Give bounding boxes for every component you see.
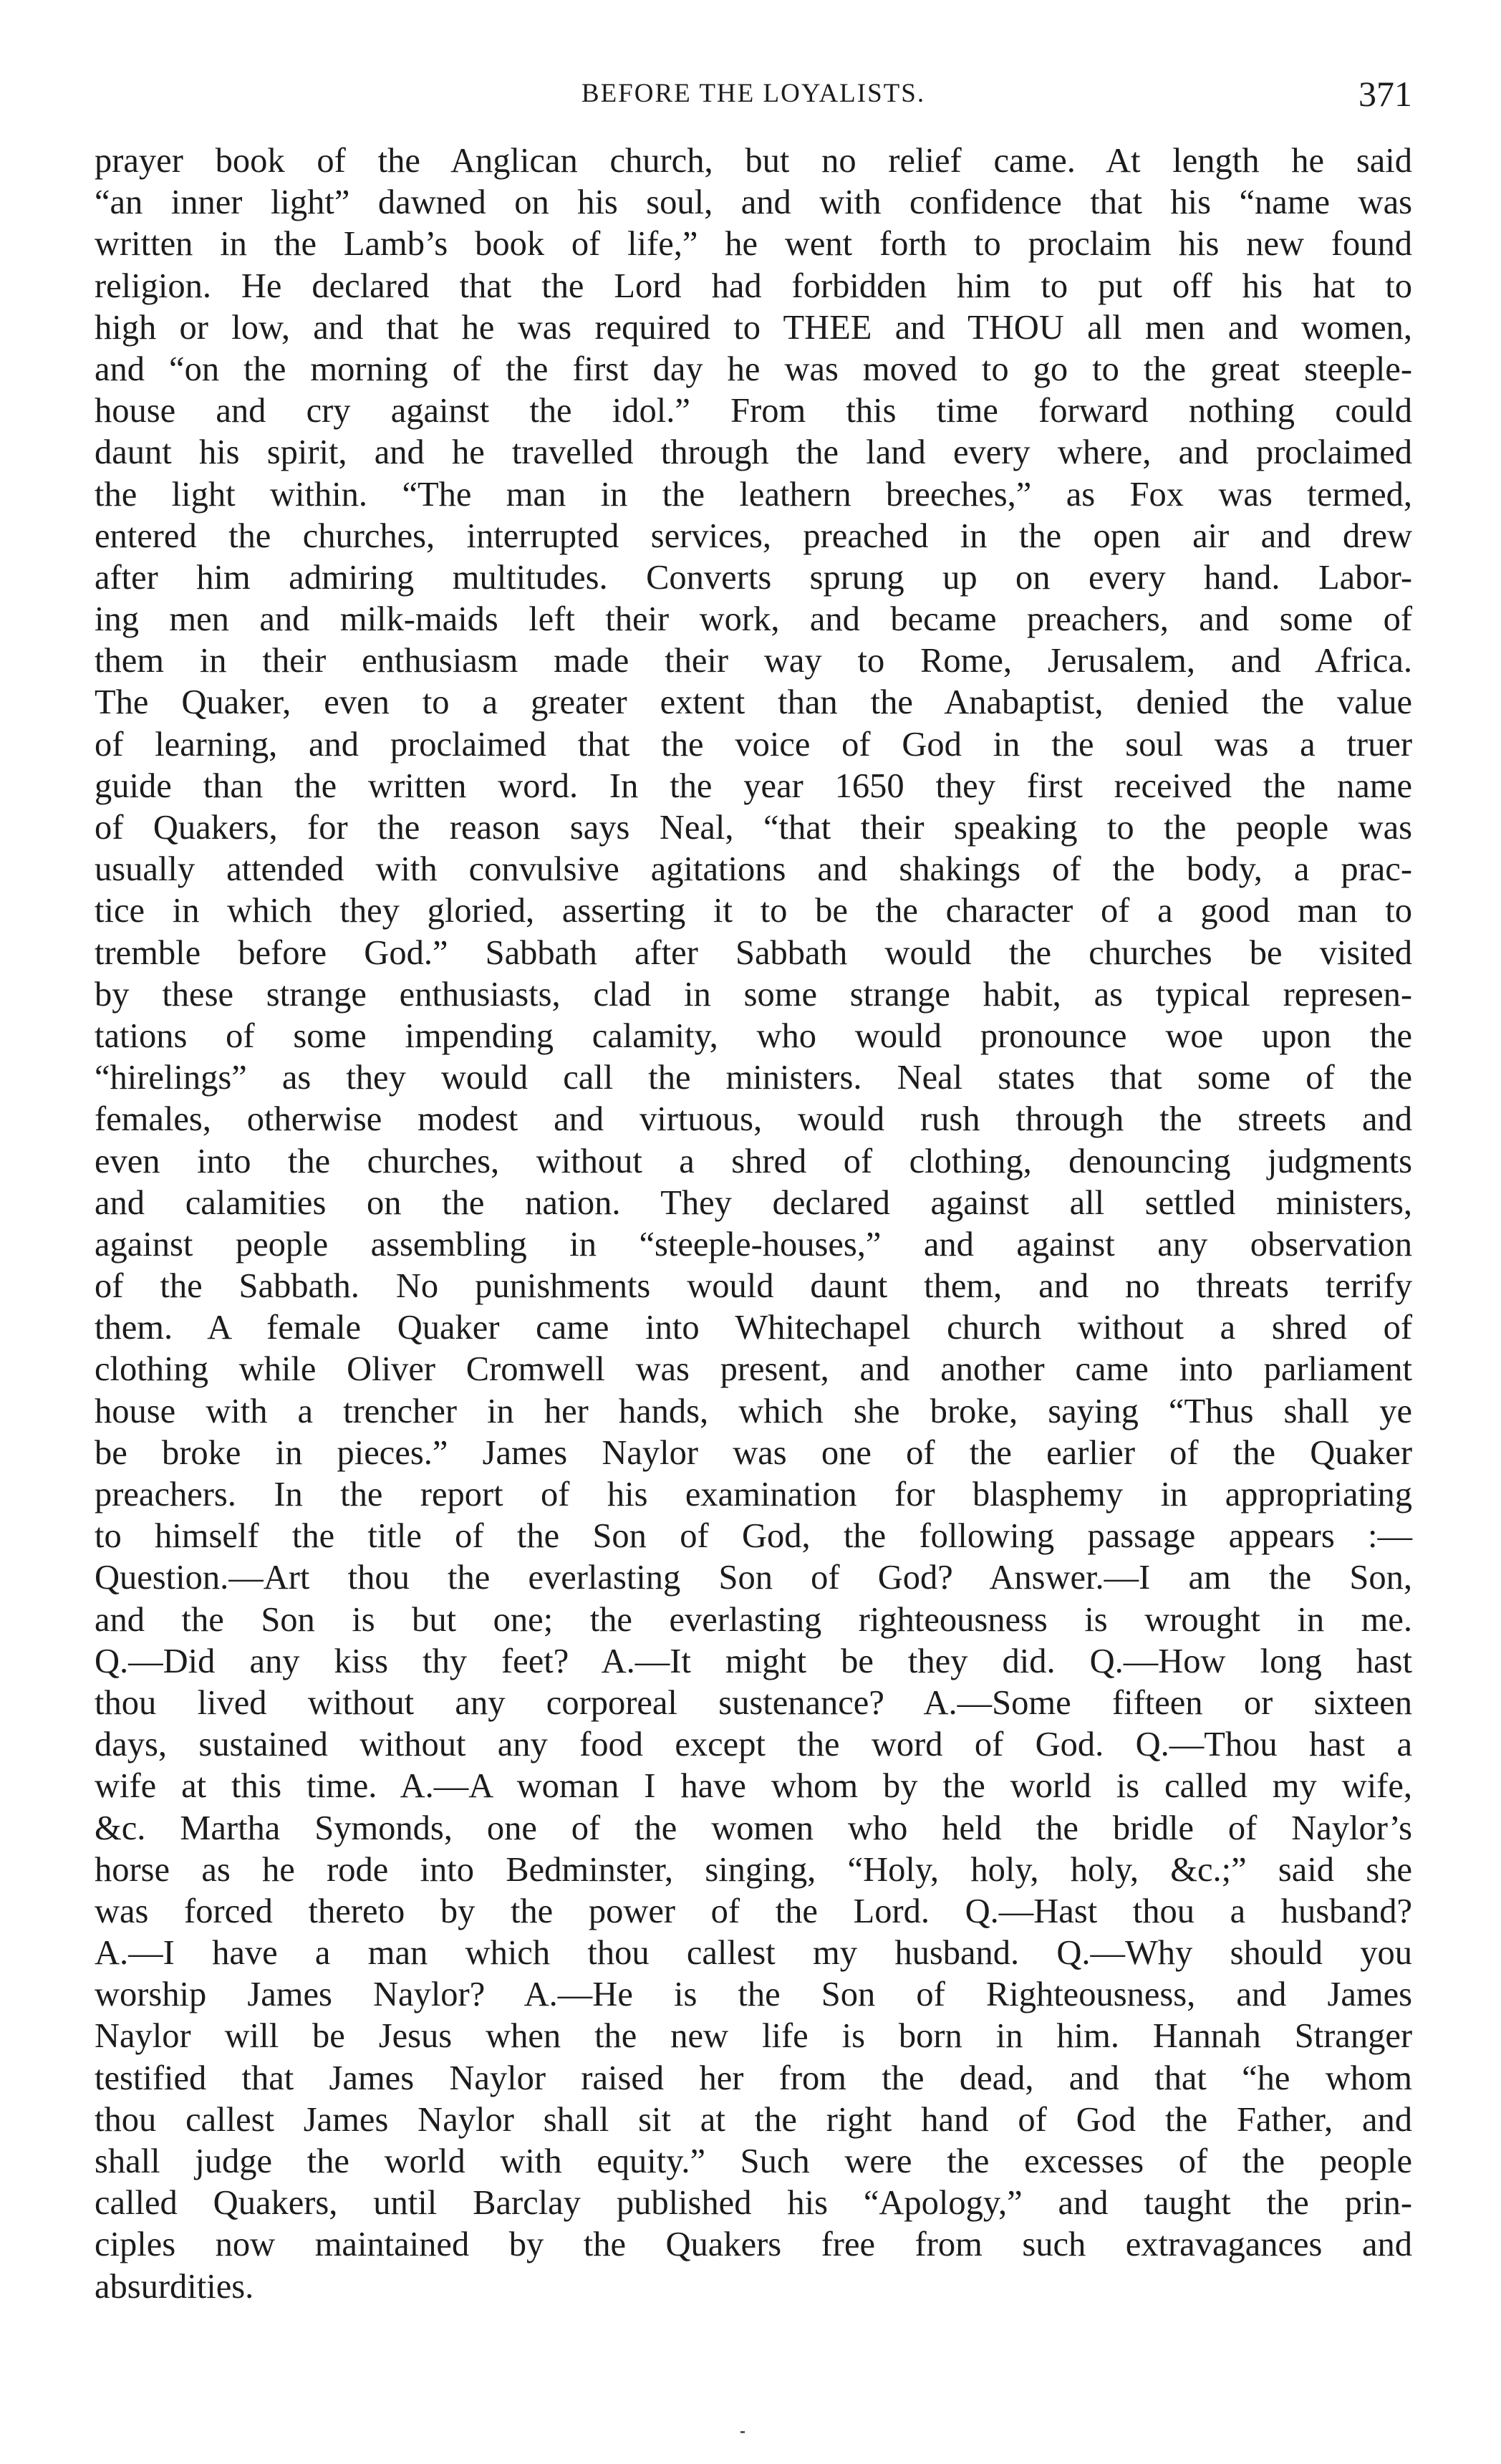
text-line: testified that James Naylor raised her from the dead, and that “he whom	[95, 2059, 1412, 2097]
text-line: tations of some impending calamity, who would pronounce woe upon the	[95, 1016, 1412, 1055]
text-line: worship James Naylor? A.—He is the Son of Righteousness, and James	[95, 1975, 1412, 2014]
text-line: clothing while Oliver Cromwell was present, and another came into parliament	[95, 1350, 1412, 1389]
text-line: house with a trencher in her hands, which she broke, saying “Thus shall ye	[95, 1392, 1412, 1430]
text-line: was forced thereto by the power of the Lord. Q.—Hast thou a husband?	[95, 1892, 1412, 1930]
text-line: A.—I have a man which thou callest my husband. Q.—Why should you	[95, 1934, 1412, 1973]
text-line: Question.—Art thou the everlasting Son of God? Answer.—I am the Son,	[95, 1559, 1412, 1597]
print-speck	[740, 2431, 745, 2433]
text-line: and the Son is but one; the everlasting righteousness is wrought in me.	[95, 1600, 1412, 1639]
text-line: days, sustained without any food except the word of God. Q.—Thou hast a	[95, 1726, 1412, 1764]
text-line: thou callest James Naylor shall sit at the right hand of God the Father, and	[95, 2100, 1412, 2139]
text-line: called Quakers, until Barclay published his “Apology,” and taught the prin-	[95, 2184, 1412, 2223]
text-line: high or low, and that he was required to THEE and THOU all men and women,	[95, 308, 1412, 347]
text-line: guide than the written word. In the year 1650 they first received the name	[95, 766, 1412, 805]
text-line: absurdities.	[95, 2267, 254, 2306]
text-line: them in their enthusiasm made their way to Rome, Jerusalem, and Africa.	[95, 642, 1412, 680]
text-line: religion. He declared that the Lord had forbidden him to put off his hat to	[95, 266, 1412, 305]
text-line: and calamities on the nation. They declared against all settled ministers,	[95, 1183, 1412, 1222]
text-line: of learning, and proclaimed that the voice of God in the soul was a truer	[95, 725, 1412, 764]
text-line: The Quaker, even to a greater extent than the Anabaptist, denied the value	[95, 683, 1412, 722]
text-line: Naylor will be Jesus when the new life is born in him. Hannah Stranger	[95, 2017, 1412, 2056]
text-line: house and cry against the idol.” From this time forward nothing could	[95, 392, 1412, 430]
page-number: 371	[1358, 74, 1412, 114]
text-line: preachers. In the report of his examination for blasphemy in appropriating	[95, 1476, 1412, 1513]
text-line: usually attended with convulsive agitations and shakings of the body, a prac-	[95, 850, 1412, 889]
text-line: entered the churches, interrupted services, preached in the open air and drew	[95, 516, 1412, 555]
text-line: the light within. “The man in the leathern breeches,” as Fox was termed,	[95, 475, 1412, 514]
text-line: even into the churches, without a shred of clothing, denouncing judgments	[95, 1142, 1412, 1180]
text-line: ciples now maintained by the Quakers free from such extravagances and	[95, 2225, 1412, 2264]
text-line: daunt his spirit, and he travelled through the land every where, and proclaimed	[95, 433, 1412, 472]
running-title: BEFORE THE LOYALISTS.	[581, 79, 926, 108]
text-line: and “on the morning of the first day he was moved to go to the great steeple-	[95, 350, 1412, 388]
text-line: after him admiring multitudes. Converts sprung up on every hand. Labor-	[95, 558, 1412, 597]
text-line: to himself the title of the Son of God, the following passage appears :—	[95, 1517, 1412, 1556]
text-line: thou lived without any corporeal sustenance? A.—Some fifteen or sixteen	[95, 1683, 1412, 1722]
text-line: females, otherwise modest and virtuous, would rush through the streets and	[95, 1100, 1412, 1139]
text-line: of the Sabbath. No punishments would daunt them, and no threats terrify	[95, 1267, 1412, 1306]
text-line: of Quakers, for the reason says Neal, “that their speaking to the people was	[95, 809, 1412, 847]
body-paragraph	[95, 140, 1412, 2308]
text-line: against people assembling in “steeple-houses,” and against any observation	[95, 1225, 1412, 1264]
text-line: ing men and milk-maids left their work, and became preachers, and some of	[95, 600, 1412, 639]
text-line: be broke in pieces.” James Naylor was one of the earlier of the Quaker	[95, 1433, 1412, 1472]
text-line: horse as he rode into Bedminster, singing, “Holy, holy, holy, &c.;” said she	[95, 1850, 1412, 1889]
text-line: wife at this time. A.—A woman I have whom by the world is called my wife,	[95, 1767, 1412, 1806]
text-line: “hirelings” as they would call the ministers. Neal states that some of the	[95, 1059, 1412, 1097]
text-line: &c. Martha Symonds, one of the women who held the bridle of Naylor’s	[95, 1809, 1412, 1847]
text-line: them. A female Quaker came into Whitechapel church without a shred of	[95, 1309, 1412, 1347]
text-line: written in the Lamb’s book of life,” he went forth to proclaim his new found	[95, 225, 1412, 264]
text-line: prayer book of the Anglican church, but no relief came. At length he said	[95, 142, 1412, 180]
text-line: by these strange enthusiasts, clad in some strange habit, as typical represen-	[95, 975, 1412, 1014]
text-line: Q.—Did any kiss thy feet? A.—It might be they did. Q.—How long hast	[95, 1642, 1412, 1680]
text-line: “an inner light” dawned on his soul, and with confidence that his “name was	[95, 183, 1412, 222]
text-line: tice in which they gloried, asserting it to be the character of a good man to	[95, 892, 1412, 930]
page-header	[95, 70, 1412, 117]
text-line: tremble before God.” Sabbath after Sabbath would the churches be visited	[95, 933, 1412, 972]
text-line: shall judge the world with equity.” Such were the excesses of the people	[95, 2142, 1412, 2180]
